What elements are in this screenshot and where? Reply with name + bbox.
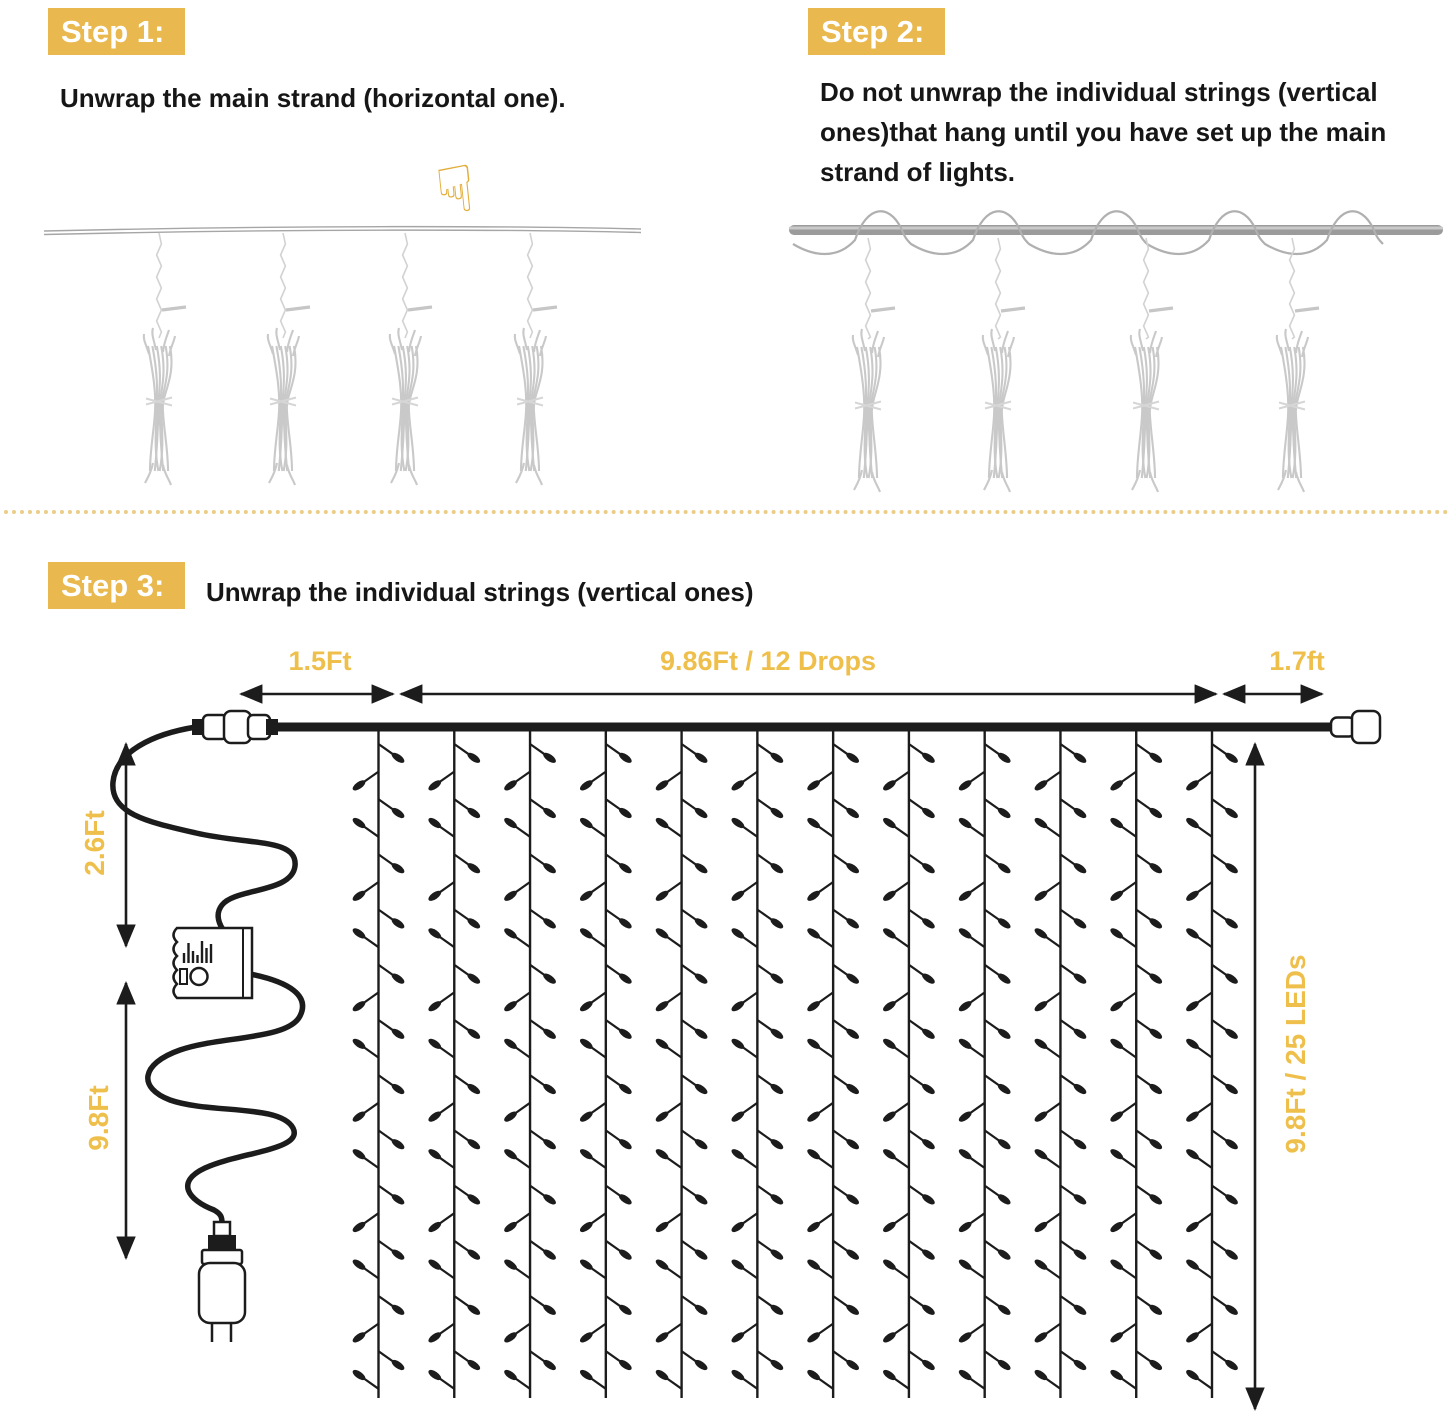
step2-instruction: Do not unwrap the individual strings (vertical ones)that hang until you have set up the main strand of lights.	[820, 77, 1387, 187]
curtain-drop	[1184, 731, 1239, 1398]
wrapped-string-bundle	[1277, 238, 1319, 492]
dimension-lead-left: 1.5Ft	[288, 646, 352, 676]
dimension-left-upper: 2.6Ft	[79, 810, 110, 876]
controller-button-icon	[180, 969, 187, 984]
wrapped-string-bundle	[144, 233, 186, 485]
power-cable-upper	[113, 727, 295, 952]
step1-illustration	[0, 160, 690, 510]
wrapped-string-bundle	[1131, 238, 1173, 492]
controller-box	[174, 928, 253, 998]
right-connector	[1331, 711, 1380, 743]
curtain-drop	[427, 731, 482, 1398]
controller-dial-icon	[191, 968, 208, 985]
step2-illustration	[763, 160, 1453, 510]
step1-badge: Step 1:	[48, 8, 185, 55]
wrapped-string-bundle	[390, 233, 432, 485]
power-cable-lower	[148, 974, 303, 1223]
dimension-span-middle: 9.86Ft / 12 Drops	[659, 646, 877, 676]
wrapped-string-bundle	[853, 238, 895, 492]
curtain-drop	[957, 731, 1012, 1398]
left-connector	[192, 711, 278, 743]
dimension-left-lower: 9.8Ft	[83, 1085, 114, 1151]
step3-instruction: Unwrap the individual strings (vertical ones)	[206, 577, 754, 607]
curtain-drop	[1033, 731, 1088, 1398]
dimension-arrows-vertical	[126, 744, 1255, 1409]
curtain-drop	[881, 731, 936, 1398]
curtain-drop	[351, 731, 406, 1398]
curtain-drop	[1109, 731, 1164, 1398]
curtain-drop	[654, 731, 709, 1398]
main-strand	[272, 723, 1332, 732]
curtain-drop	[730, 731, 785, 1398]
dimension-right-side: 9.8Ft / 25 LEDs	[1280, 954, 1311, 1154]
pointing-hand-icon: ☟	[432, 152, 479, 228]
curtain-drop	[578, 731, 633, 1398]
step1-instruction: Unwrap the main strand (horizontal one).	[60, 83, 566, 113]
curtain-drop	[806, 731, 861, 1398]
step3-badge: Step 3:	[48, 562, 185, 609]
step2-badge: Step 2:	[808, 8, 945, 55]
dimension-lead-right: 1.7ft	[1269, 646, 1325, 676]
wrapped-string-bundle	[983, 238, 1025, 492]
power-plug	[199, 1222, 245, 1342]
section-divider	[4, 510, 1449, 514]
curtain-drops	[351, 731, 1240, 1398]
wrapped-string-bundle	[515, 233, 557, 485]
wrapped-string-bundle	[268, 233, 310, 485]
curtain-drop	[503, 731, 558, 1398]
step3-diagram	[0, 600, 1453, 1426]
